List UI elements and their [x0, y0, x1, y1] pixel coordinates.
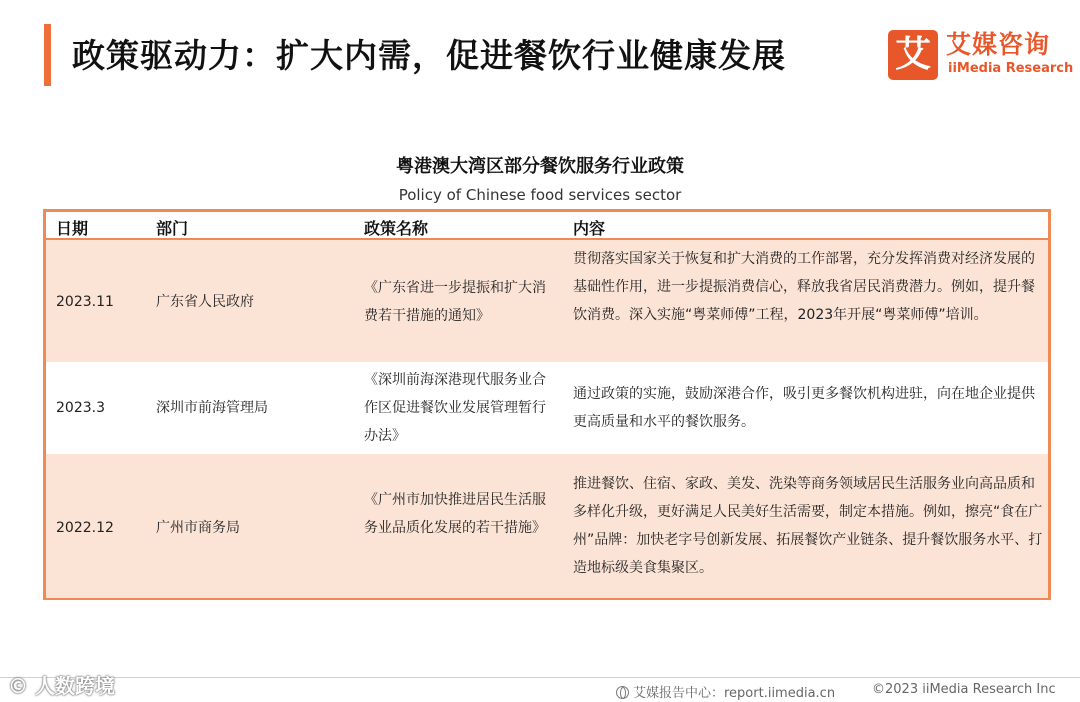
- logo-en-text: iiMedia Research: [948, 61, 1074, 76]
- cell-policy-name: 《广州市加快推进居民生活服务业品质化发展的若干措施》: [364, 492, 546, 536]
- cell-date: 2022.12: [56, 520, 114, 536]
- logo-mark-icon: 艾: [888, 30, 938, 80]
- globe-icon: [616, 686, 629, 699]
- watermark: © 人数跨境: [8, 674, 115, 698]
- table-header-row: [46, 212, 1048, 240]
- cell-content: 推进餐饮、住宿、家政、美发、洗染等商务领域居民生活服务业向高品质和多样化升级，更好满足人民美好生活需要，制定本措施。例如，擦亮“食在广州”品牌：加快老字号创新发展、拓展餐饮产业链条、提升餐饮服务水平、打造地标级美食集聚区。: [573, 476, 1043, 576]
- column-header-content: 内容: [573, 219, 606, 238]
- cell-dept: 广州市商务局: [156, 520, 240, 536]
- table-title: 粤港澳大湾区部分餐饮服务行业政策: [396, 156, 684, 177]
- cell-content: 通过政策的实施，鼓励深港合作，吸引更多餐饮机构进驻，向在地企业提供更高质量和水平的餐饮服务。: [573, 386, 1035, 430]
- cell-dept: 深圳市前海管理局: [156, 400, 268, 416]
- footer-source: [616, 682, 835, 701]
- cell-date: 2023.3: [56, 400, 105, 416]
- footer-source-text: 艾媒报告中心：report.iimedia.cn: [633, 686, 836, 701]
- policy-table: [43, 209, 1051, 600]
- table-subtitle: Policy of Chinese food services sector: [398, 186, 682, 204]
- logo-cn-text: 艾媒咨询: [946, 30, 1051, 59]
- table-row: [46, 240, 1048, 362]
- column-header-date: 日期: [56, 219, 89, 238]
- column-header-dept: 部门: [156, 219, 189, 238]
- footer-divider: [0, 677, 1080, 678]
- table-row: [46, 362, 1048, 454]
- column-header-policy-name: 政策名称: [364, 219, 429, 238]
- cell-date: 2023.11: [56, 294, 114, 310]
- table-row: [46, 454, 1048, 598]
- page-title: 政策驱动力：扩大内需，促进餐饮行业健康发展: [72, 36, 786, 75]
- cell-policy-name: 《广东省进一步提振和扩大消费若干措施的通知》: [364, 280, 546, 324]
- cell-content: 贯彻落实国家关于恢复和扩大消费的工作部署，充分发挥消费对经济发展的基础性作用，进一步提振消费信心，释放我省居民消费潜力。例如，提升餐饮消费。深入实施“粤菜师傅”工程，2023年开展“粤菜师傅”培训。: [573, 251, 1035, 323]
- title-accent-bar: [44, 24, 51, 86]
- footer-copyright: ©2023 iiMedia Research Inc: [872, 682, 1056, 697]
- cell-policy-name: 《深圳前海深港现代服务业合作区促进餐饮业发展管理暂行办法》: [364, 372, 546, 444]
- iimedia-logo: [888, 30, 1078, 80]
- cell-dept: 广东省人民政府: [156, 294, 254, 310]
